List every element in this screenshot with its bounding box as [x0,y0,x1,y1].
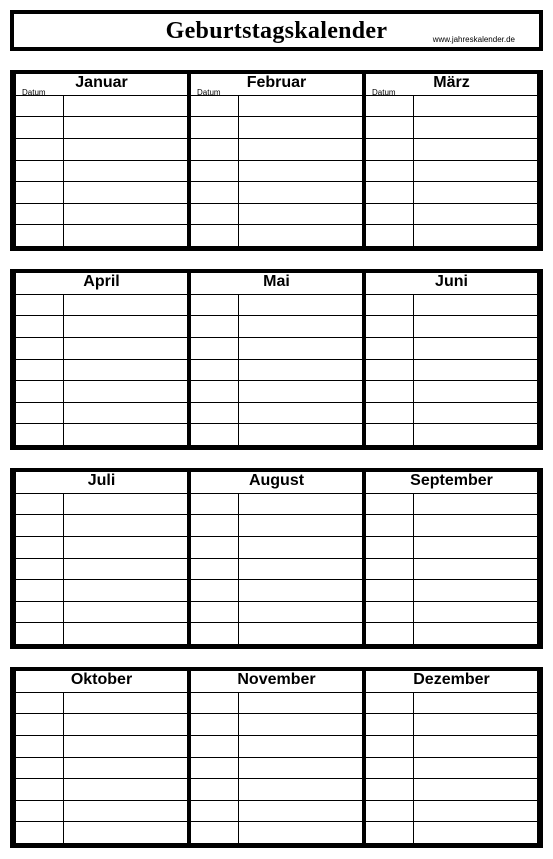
date-cell[interactable] [16,381,63,402]
date-cell[interactable] [16,822,63,843]
name-cell[interactable] [239,96,362,117]
name-cell[interactable] [239,736,362,757]
name-cell[interactable] [239,494,362,515]
date-cell[interactable] [366,623,413,644]
date-cell[interactable] [16,494,63,515]
date-cell[interactable] [191,736,238,757]
name-cell[interactable] [414,424,537,445]
name-cell[interactable] [414,360,537,381]
name-cell[interactable] [64,822,187,843]
name-cell[interactable] [64,96,187,117]
name-cell[interactable] [64,559,187,580]
date-cell[interactable] [366,381,413,402]
date-cell[interactable] [16,204,63,225]
date-cell[interactable] [366,295,413,316]
date-cell[interactable] [16,736,63,757]
date-cell[interactable] [191,779,238,800]
date-cell[interactable] [191,559,238,580]
month-header [366,273,537,294]
date-cell[interactable] [16,537,63,558]
name-cell[interactable] [239,714,362,735]
date-cell[interactable] [16,693,63,714]
name-cell[interactable] [414,295,537,316]
date-cell[interactable] [191,801,238,822]
name-cell[interactable] [414,559,537,580]
date-cell[interactable] [191,623,238,644]
name-cell[interactable] [64,295,187,316]
name-cell[interactable] [414,580,537,601]
date-cell[interactable] [191,494,238,515]
month-row [10,70,543,251]
date-cell[interactable] [191,360,238,381]
month-block [191,472,362,644]
month-block [366,273,537,445]
date-cell[interactable] [16,801,63,822]
name-cell[interactable] [64,494,187,515]
month-block [366,74,537,246]
name-cell[interactable] [239,204,362,225]
date-cell[interactable] [366,204,413,225]
month-header [191,74,362,95]
name-cell[interactable] [414,736,537,757]
month-name: Januar [75,74,128,91]
name-cell[interactable] [64,161,187,182]
name-cell[interactable] [414,714,537,735]
name-cell[interactable] [239,338,362,359]
name-cell[interactable] [239,515,362,536]
date-cell[interactable] [16,225,63,246]
name-cell[interactable] [64,316,187,337]
date-cell[interactable] [366,779,413,800]
date-cell[interactable] [191,403,238,424]
name-cell[interactable] [239,381,362,402]
name-cell[interactable] [414,822,537,843]
month-header [191,671,362,692]
name-cell[interactable] [414,182,537,203]
name-cell[interactable] [239,295,362,316]
date-cell[interactable] [191,580,238,601]
date-cell[interactable] [16,424,63,445]
date-cell[interactable] [366,559,413,580]
date-cell[interactable] [191,161,238,182]
month-block [191,74,362,246]
name-cell[interactable] [64,424,187,445]
name-cell[interactable] [239,623,362,644]
name-cell[interactable] [64,204,187,225]
name-cell[interactable] [414,139,537,160]
name-cell[interactable] [414,693,537,714]
name-cell[interactable] [414,381,537,402]
date-cell[interactable] [366,494,413,515]
name-cell[interactable] [414,316,537,337]
name-cell[interactable] [64,139,187,160]
name-cell[interactable] [239,822,362,843]
name-cell[interactable] [414,515,537,536]
name-cell[interactable] [239,403,362,424]
name-cell[interactable] [239,779,362,800]
month-header [366,74,537,95]
date-cell[interactable] [16,161,63,182]
date-cell[interactable] [191,758,238,779]
name-cell[interactable] [414,204,537,225]
month-block [191,671,362,843]
name-cell[interactable] [414,338,537,359]
date-cell[interactable] [16,360,63,381]
month-header [191,273,362,294]
name-cell[interactable] [64,338,187,359]
date-cell[interactable] [191,515,238,536]
name-cell[interactable] [239,537,362,558]
date-cell[interactable] [366,338,413,359]
date-cell[interactable] [16,403,63,424]
date-cell[interactable] [191,381,238,402]
date-cell[interactable] [16,515,63,536]
month-name: Juli [87,472,116,489]
calendar-header [10,10,543,51]
month-name: Dezember [413,671,490,688]
name-cell[interactable] [414,602,537,623]
date-cell[interactable] [16,316,63,337]
name-cell[interactable] [64,117,187,138]
name-cell[interactable] [414,758,537,779]
month-block [16,273,187,445]
date-cell[interactable] [366,693,413,714]
datum-label: Datum [372,87,396,97]
date-cell[interactable] [16,139,63,160]
name-cell[interactable] [414,117,537,138]
month-name: April [83,273,120,290]
month-header [16,472,187,493]
date-cell[interactable] [191,822,238,843]
name-cell[interactable] [414,623,537,644]
date-cell[interactable] [366,537,413,558]
date-cell[interactable] [16,96,63,117]
name-cell[interactable] [239,360,362,381]
month-header [16,671,187,692]
date-cell[interactable] [366,96,413,117]
date-cell[interactable] [366,736,413,757]
date-cell[interactable] [191,693,238,714]
name-cell[interactable] [239,139,362,160]
month-block [366,671,537,843]
name-cell[interactable] [239,559,362,580]
date-cell[interactable] [16,182,63,203]
month-header [16,273,187,294]
name-cell[interactable] [64,801,187,822]
month-name: August [248,472,305,489]
date-cell[interactable] [16,602,63,623]
name-cell[interactable] [239,424,362,445]
date-cell[interactable] [366,602,413,623]
name-cell[interactable] [414,801,537,822]
month-name: März [433,74,470,91]
name-cell[interactable] [239,161,362,182]
name-cell[interactable] [239,801,362,822]
name-cell[interactable] [239,580,362,601]
name-cell[interactable] [64,602,187,623]
month-name: Februar [246,74,307,91]
date-cell[interactable] [16,559,63,580]
month-row [10,667,543,848]
date-cell[interactable] [191,338,238,359]
date-cell[interactable] [191,204,238,225]
month-name: Mai [263,273,290,290]
date-cell[interactable] [366,403,413,424]
date-cell[interactable] [366,182,413,203]
name-cell[interactable] [239,602,362,623]
date-cell[interactable] [16,779,63,800]
date-cell[interactable] [191,225,238,246]
name-cell[interactable] [64,714,187,735]
name-cell[interactable] [414,537,537,558]
month-block [366,472,537,644]
month-block [16,472,187,644]
month-name: Oktober [70,671,133,688]
name-cell[interactable] [414,225,537,246]
date-cell[interactable] [366,580,413,601]
month-header [16,74,187,95]
name-cell[interactable] [239,316,362,337]
month-header [366,472,537,493]
month-name: November [237,671,316,688]
name-cell[interactable] [64,693,187,714]
name-cell[interactable] [64,182,187,203]
date-cell[interactable] [16,117,63,138]
page-title: Geburtstagskalender [165,18,388,44]
date-cell[interactable] [366,758,413,779]
date-cell[interactable] [16,295,63,316]
date-cell[interactable] [191,117,238,138]
date-cell[interactable] [191,316,238,337]
month-name: September [410,472,493,489]
date-cell[interactable] [191,714,238,735]
date-cell[interactable] [366,360,413,381]
name-cell[interactable] [414,161,537,182]
month-row [10,269,543,450]
date-cell[interactable] [366,515,413,536]
month-block [191,273,362,445]
date-cell[interactable] [191,96,238,117]
date-cell[interactable] [366,161,413,182]
date-cell[interactable] [191,295,238,316]
month-header [366,671,537,692]
date-cell[interactable] [366,801,413,822]
month-block [16,74,187,246]
name-cell[interactable] [239,693,362,714]
month-header [191,472,362,493]
name-cell[interactable] [414,403,537,424]
date-cell[interactable] [191,537,238,558]
name-cell[interactable] [64,515,187,536]
date-cell[interactable] [16,758,63,779]
month-row [10,468,543,649]
name-cell[interactable] [239,758,362,779]
date-cell[interactable] [191,602,238,623]
name-cell[interactable] [64,360,187,381]
date-cell[interactable] [16,580,63,601]
date-cell[interactable] [16,714,63,735]
date-cell[interactable] [191,424,238,445]
name-cell[interactable] [64,779,187,800]
website-link[interactable]: www.jahreskalender.de [432,35,515,44]
date-cell[interactable] [16,623,63,644]
date-cell[interactable] [366,424,413,445]
date-cell[interactable] [366,316,413,337]
name-cell[interactable] [64,403,187,424]
name-cell[interactable] [64,381,187,402]
name-cell[interactable] [64,580,187,601]
date-cell[interactable] [191,182,238,203]
month-block [16,671,187,843]
datum-label: Datum [22,87,46,97]
date-cell[interactable] [366,117,413,138]
name-cell[interactable] [64,537,187,558]
date-cell[interactable] [366,822,413,843]
date-cell[interactable] [16,338,63,359]
name-cell[interactable] [239,225,362,246]
date-cell[interactable] [366,139,413,160]
name-cell[interactable] [64,225,187,246]
name-cell[interactable] [239,182,362,203]
name-cell[interactable] [64,758,187,779]
name-cell[interactable] [64,736,187,757]
date-cell[interactable] [366,714,413,735]
name-cell[interactable] [414,779,537,800]
name-cell[interactable] [64,623,187,644]
name-cell[interactable] [239,117,362,138]
name-cell[interactable] [414,494,537,515]
datum-label: Datum [197,87,221,97]
date-cell[interactable] [191,139,238,160]
name-cell[interactable] [414,96,537,117]
month-name: Juni [435,273,468,290]
date-cell[interactable] [366,225,413,246]
